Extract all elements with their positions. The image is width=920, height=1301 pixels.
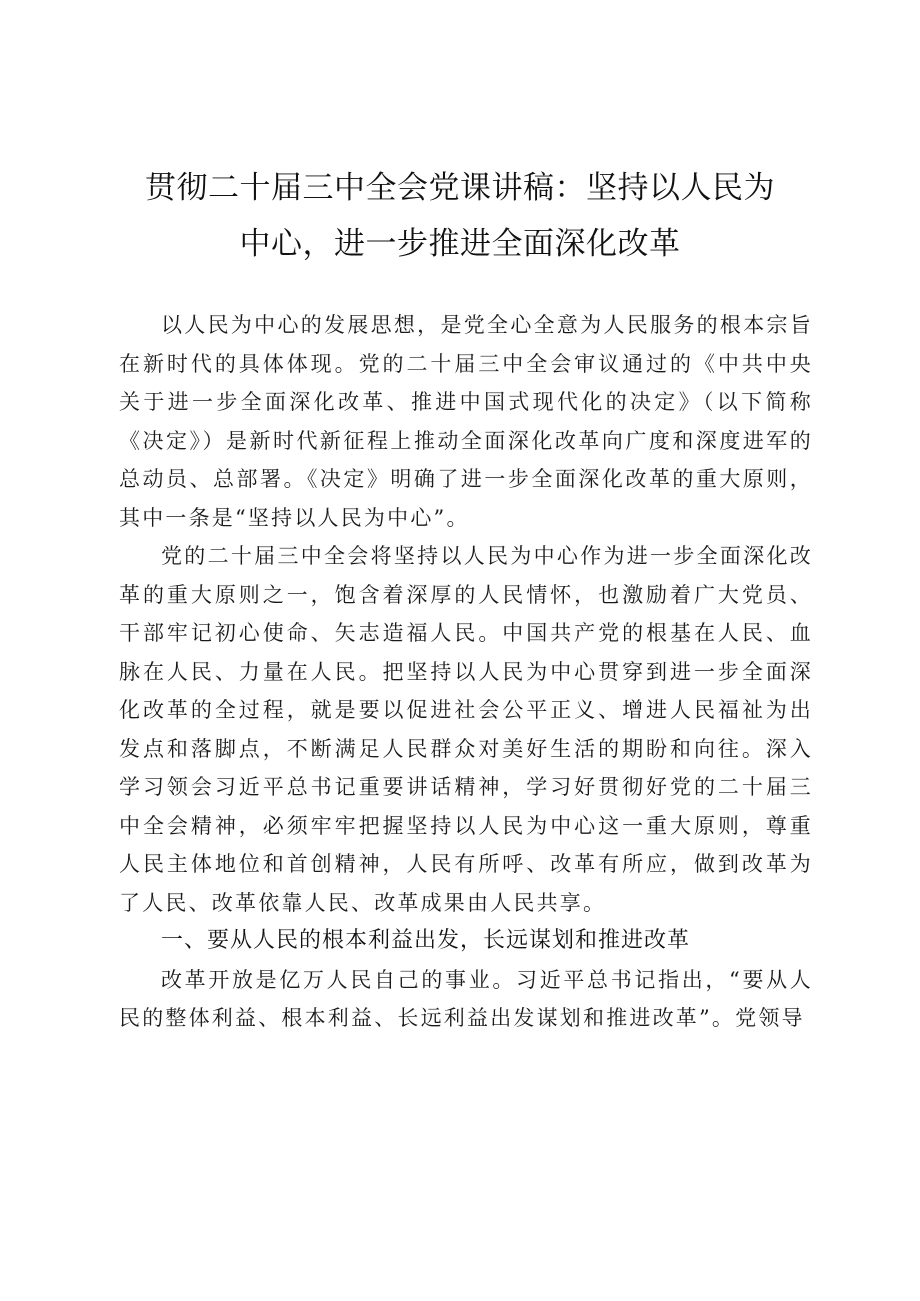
title-line-1: 贯彻二十届三中全会党课讲稿：坚持以人民为 <box>145 170 775 206</box>
section-1-paragraph: 改革开放是亿万人民自己的事业。习近平总书记指出，“要从人民的整体利益、根本利益、长远利益出发谋划和推进改革”。党领导 <box>119 967 813 1030</box>
title-line-2: 中心，进一步推进全面深化改革 <box>239 226 681 262</box>
document-title <box>110 160 810 272</box>
body-paragraph-1: 以人民为中心的发展思想，是党全心全意为人民服务的根本宗旨在新时代的具体体现。党的二十届三中全会审议通过的《中共中央关于进一步全面深化改革、推进中国式现代化的决定》（以下简称《决定》）是新时代新征程上推动全面深化改革向广度和深度进军的总动员、总部署。《决定》明确了进一步全面深化改革的重大原则，其中一条是“坚持以人民为中心”。 <box>119 313 813 530</box>
document-body <box>119 306 813 1038</box>
body-paragraph-2: 党的二十届三中全会将坚持以人民为中心作为进一步全面深化改革的重大原则之一，饱含着深厚的人民情怀，也激励着广大党员、干部牢记初心使命、矢志造福人民。中国共产党的根基在人民、血脉在人民、力量在人民。把坚持以人民为中心贯穿到进一步全面深化改革的全过程，就是要以促进社会公平正义、增进人民福祉为出发点和落脚点，不断满足人民群众对美好生活的期盼和向往。深入学习领会习近平总书记重要讲话精神，学习好贯彻好党的二十届三中全会精神，必须牢牢把握坚持以人民为中心这一重大原则，尊重人民主体地位和首创精神，人民有所呼、改革有所应，做到改革为了人民、改革依靠人民、改革成果由人民共享。 <box>119 544 813 915</box>
section-heading-1: 一、要从人民的根本利益出发，长远谋划和推进改革 <box>161 928 691 953</box>
